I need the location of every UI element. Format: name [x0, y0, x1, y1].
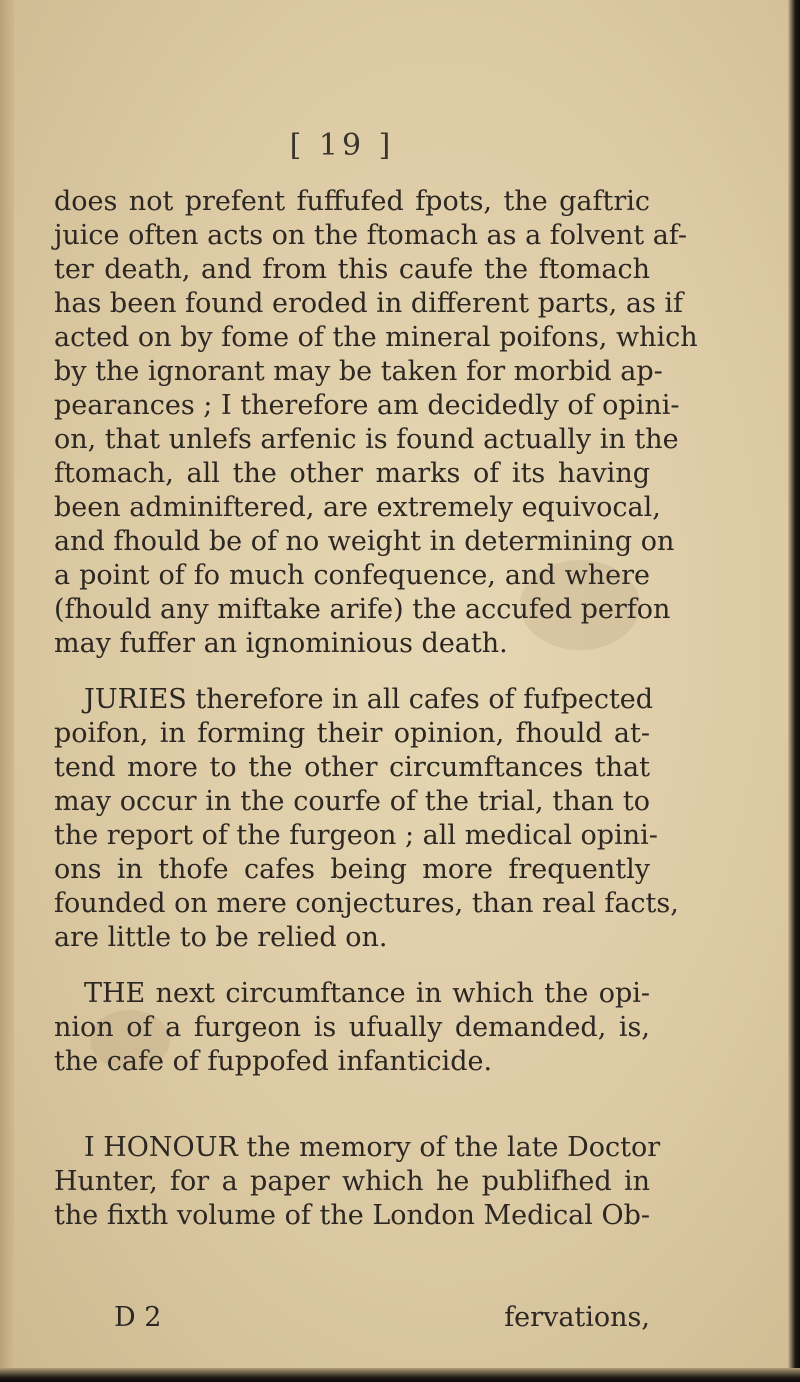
text-line: and fhould be of no weight in determining on [54, 526, 675, 557]
text-line: tend more to the other circumftances that [54, 752, 650, 783]
text-line: acted on by fome of the mineral poifons, which [54, 322, 698, 353]
text-line: the report of the furgeon ; all medical opini- [54, 820, 658, 851]
text-line: JURIES therefore in all cafes of fufpected [84, 684, 654, 715]
text-line: I HONOUR the memory of the late Doctor [84, 1132, 661, 1163]
text-line: ons in thofe cafes being more frequently [54, 854, 650, 885]
catchword-line [114, 1301, 650, 1335]
text-line: ftomach, all the other marks of its having [54, 458, 650, 489]
signature-mark: D 2 [114, 1302, 162, 1333]
text-line: by the ignorant may be taken for morbid ap- [54, 356, 663, 387]
text-line: a point of fo much confequence, and where [54, 560, 650, 591]
text-line: poifon, in forming their opinion, fhould at- [54, 718, 650, 749]
text-line: may fuffer an ignominious death. [54, 628, 508, 659]
text-line: been adminiftered, are extremely equivocal, [54, 492, 661, 523]
text-line: Hunter, for a paper which he publifhed in [54, 1166, 650, 1197]
text-line: juice often acts on the ftomach as a folvent af- [54, 220, 687, 251]
text-line: does not prefent fuffufed fpots, the gaftric [54, 186, 650, 217]
text-line: THE next circumftance in which the opi- [84, 978, 650, 1009]
page-number: [ 19 ] [289, 128, 395, 163]
text-line: pearances ; I therefore am decidedly of opini- [54, 390, 680, 421]
text-line: are little to be relied on. [54, 922, 388, 953]
text-line: on, that unlefs arfenic is found actually in the [54, 424, 679, 455]
text-line: has been found eroded in different parts, as if [54, 288, 684, 319]
text-line: founded on mere conjectures, than real facts, [54, 888, 679, 919]
text-line: ter death, and from this caufe the ftomach [54, 254, 650, 285]
text-line: (fhould any miftake arife) the accufed perfon [54, 594, 671, 625]
text-line: nion of a furgeon is ufually demanded, is, [54, 1012, 650, 1043]
text-line: the fixth volume of the London Medical Ob- [54, 1200, 650, 1231]
text-line: the cafe of fuppofed infanticide. [54, 1046, 493, 1077]
text-line: may occur in the courfe of the trial, than to [54, 786, 650, 817]
catchword: fervations, [504, 1302, 650, 1333]
